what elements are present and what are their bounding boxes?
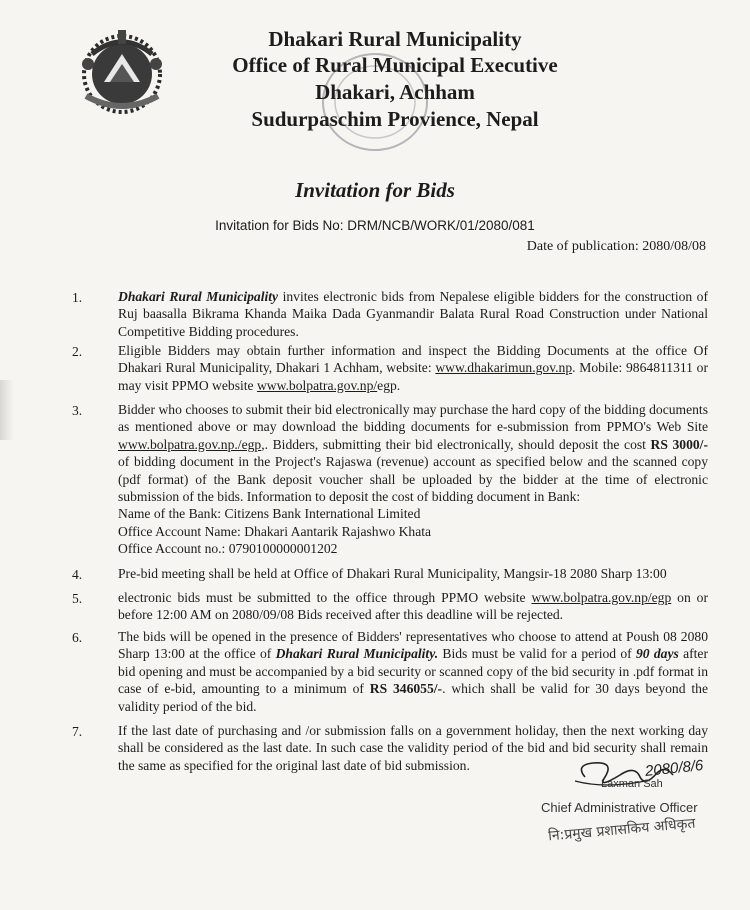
item-number: 5.	[72, 591, 83, 606]
list-item	[118, 342, 708, 394]
item-text: Pre-bid meeting shall be held at Office of Dhakari Rural Municipality, Mangsir-18 2080 Sharp 13:00	[118, 566, 667, 581]
item-number: 1.	[72, 290, 83, 305]
item-number: 4.	[72, 567, 83, 582]
item-text: If the last date of purchasing and /or submission falls on a government holiday, then the next working day shall be considered as the last date. In such case the validity period of the bid and bid security shall remain the same as specified for the original last date of bid submission.	[118, 723, 708, 773]
signatory-title: Chief Administrative Officer	[541, 800, 698, 815]
document-cost: RS 3000/-	[650, 436, 708, 452]
ppmo-link[interactable]: www.bolpatra.gov.np./egp	[118, 436, 262, 452]
list-item	[118, 589, 708, 624]
office-name-italic: Dhakari Rural Municipality.	[275, 646, 439, 662]
ifb-number: Invitation for Bids No: DRM/NCB/WORK/01/2080/081	[215, 218, 535, 233]
item-text: Bidder who chooses to submit their bid electronically may purchase the hard copy of the bidding documents as mentioned above or may download the bidding documents for e-submission from PPMO's Web Site	[118, 402, 708, 435]
municipality-name: Dhakari Rural Municipality	[268, 27, 522, 51]
scan-shadow	[0, 380, 14, 440]
item-number: 3.	[72, 403, 83, 418]
ppmo-link[interactable]: www.bolpatra.gov.np/egp	[531, 590, 672, 605]
item-text: after bid opening and must be accompanied by a bid security or scanned copy of the bid security in .pdf format in case of e-bid, amounting to a minimum of	[118, 646, 708, 697]
item-text: Bids must be valid for a period of	[438, 646, 636, 662]
item-number: 2.	[72, 344, 83, 359]
list-item	[118, 288, 708, 340]
item-text: of bidding document in the Project's Rajaswa (revenue) account as specified below and the scanned copy (pdf format) of the Bank deposit voucher shall be uploaded by the bidder at the time of electronic submission of the bids. Information to deposit the cost of bidding document in Bank:	[118, 454, 708, 505]
municipality-lead: Dhakari Rural Municipality	[118, 289, 279, 304]
item-text: Eligible Bidders may obtain further information and inspect the Bidding Documents at the office Of Dhakari Rural Municipality, Dhakari 1 Achham, website:	[118, 343, 708, 376]
item-text: on or before 12:00 AM on 2080/09/08 Bids received after this deadline will be rejected.	[118, 590, 708, 623]
account-number: Office Account no.: 0790100000001202	[118, 541, 338, 557]
officer-stamp: नि:प्रमुख प्रशासकिय अधिकृत	[547, 815, 697, 845]
list-item	[118, 401, 708, 558]
publication-date: Date of publication: 2080/08/08	[526, 239, 706, 254]
signature-date: 2080/8/6	[644, 756, 705, 781]
list-item	[118, 565, 708, 582]
account-name: Office Account Name: Dhakari Aantarik Rajashwo Khata	[118, 523, 432, 539]
item-text: invites electronic bids from Nepalese eligible bidders for the construction of Ruj baasalla Bikrama Khanda Maika Dada Gyanmandir Balata Rural Road Construction under National Competitive Bidding procedures.	[118, 289, 709, 339]
item-text: . which shall be valid for 30 days beyond the validity period of the bid.	[118, 681, 708, 714]
page-title: Invitation for Bids	[295, 178, 455, 202]
nepal-government-emblem-icon	[66, 24, 178, 120]
item-text: ,. Bidders, submitting their bid electronically, should deposit the cost	[261, 436, 651, 452]
signatory-name: Laxman Sah	[601, 778, 663, 790]
province-country: Sudurpaschim Provience, Nepal	[251, 107, 539, 131]
item-text: egp.	[377, 377, 401, 393]
ppmo-link[interactable]: www.bolpatra.gov.np/	[256, 377, 378, 393]
bank-name: Name of the Bank: Citizens Bank International Limited	[118, 506, 421, 522]
website-link[interactable]: www.dhakarimun.gov.np	[435, 360, 573, 376]
office-name: Office of Rural Municipal Executive	[232, 53, 558, 77]
item-text: The bids will be opened in the presence of Bidders' representatives who choose to attend at Poush 08 2080 Sharp 13:00 at the office of	[118, 629, 708, 662]
office-location: Dhakari, Achham	[315, 80, 475, 104]
list-item	[118, 628, 708, 715]
item-number: 6.	[72, 630, 83, 645]
item-text: . Mobile: 9864811311 or may visit PPMO website	[118, 360, 709, 393]
item-number: 7.	[72, 724, 83, 739]
item-text: electronic bids must be submitted to the office through PPMO website	[118, 590, 532, 605]
bid-security-amount: RS 346055/-	[369, 681, 443, 697]
municipal-seal-stamp-icon	[315, 48, 435, 156]
validity-days: 90 days	[636, 646, 679, 662]
